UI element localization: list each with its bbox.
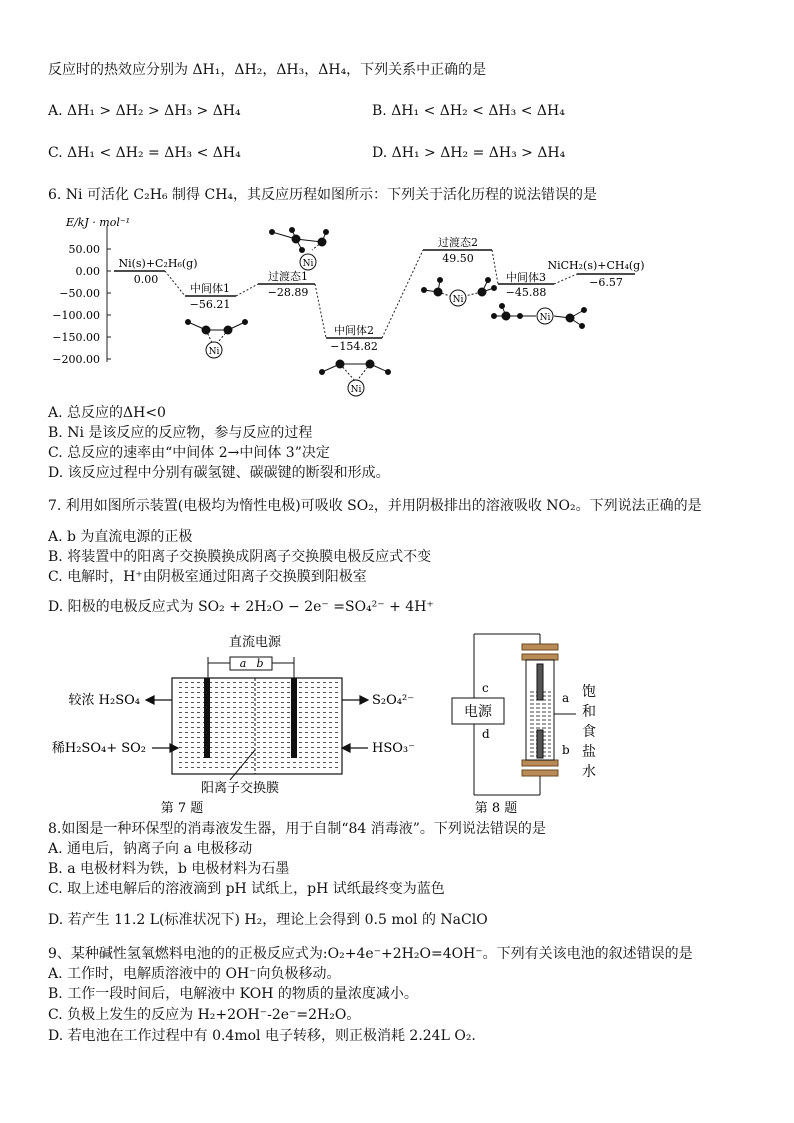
energy-profile-diagram [40, 212, 680, 402]
electrode-a [537, 664, 543, 700]
molecule-intermediate-2 [320, 360, 391, 396]
q9-stem: 9、某种碱性氢氧燃料电池的的正极反应式为:O₂+4e⁻+2H₂O=4OH⁻。下列有关该电池的叙述错误的是 [48, 946, 693, 962]
right-inlet-label: HSO₃⁻ [372, 741, 415, 756]
y-tick-label: −200.00 [52, 353, 100, 366]
q5-option-d: D. ΔH₁ > ΔH₂ = ΔH₃ > ΔH₄ [372, 145, 566, 161]
power-supply-label: 电源 [464, 704, 492, 720]
q8-option-b: B. a 电极材料为铁，b 电极材料为石墨 [48, 861, 290, 877]
q9-option-b: B. 工作一段时间后，电解液中 KOH 的物质的量浓度减小。 [48, 986, 418, 1002]
membrane-label: 阳离子交换膜 [200, 781, 280, 796]
electrode-a-label: a [562, 691, 570, 705]
electrode-b [537, 730, 543, 758]
figure-7-electrolysis-cell [40, 630, 420, 820]
energy-axis-label: E/kJ · mol⁻¹ [66, 216, 131, 229]
q8-option-a: A. 通电后，钠离子向 a 电极移动 [48, 841, 253, 857]
terminal-b-label: b [256, 657, 264, 670]
svg-text:Ni: Ni [350, 385, 362, 395]
state-name: NiCH₂(s)+CH₄(g) [547, 259, 645, 272]
power-source [230, 657, 272, 670]
figure-7-caption: 第 7 题 [160, 801, 204, 816]
electrode-b-label: b [562, 743, 570, 757]
q6-stem: 6. Ni 可活化 C₂H₆ 制得 CH₄，其反应历程如图所示：下列关于活化历程的说法错误的是 [48, 187, 598, 203]
q5-option-b: B. ΔH₁ < ΔH₂ < ΔH₃ < ΔH₄ [372, 103, 565, 119]
terminal-a-label: a [239, 657, 247, 670]
right-outlet-label: S₂O₄²⁻ [372, 693, 415, 708]
q9-option-a: A. 工作时，电解质溶液中的 OH⁻向负极移动。 [48, 966, 341, 982]
q9-option-c: C. 负极上发生的反应为 H₂+2OH⁻-2e⁻=2H₂O。 [48, 1007, 361, 1023]
electrode-left [204, 678, 210, 758]
q5-option-a: A. ΔH₁ > ΔH₂ > ΔH₃ > ΔH₄ [48, 103, 241, 119]
q5-option-c: C. ΔH₁ < ΔH₂ = ΔH₃ < ΔH₄ [48, 145, 241, 161]
molecule-intermediate-1 [186, 320, 248, 359]
solution-label-char: 水 [582, 764, 596, 780]
state-value: 49.50 [442, 252, 474, 265]
state-value: −6.57 [589, 276, 623, 289]
solution-label-char: 饱 [582, 684, 596, 700]
power-source-label: 直流电源 [228, 635, 282, 650]
state-value: −28.89 [267, 286, 309, 299]
q7-option-a: A. b 为直流电源的正极 [48, 529, 193, 545]
y-tick-label: 50.00 [68, 243, 100, 256]
q7-option-b: B. 将装置中的阳离子交换膜换成阴离子交换膜电极反应式不变 [48, 549, 432, 565]
state-name: 中间体1 [190, 282, 230, 295]
q9-option-d: D. 若电池在工作过程中有 0.4mol 电子转移，则正极消耗 2.24L O₂. [48, 1028, 476, 1044]
q8-stem: 8.如图是一种环保型的消毒液发生器，用于自制“84 消毒液”。下列说法错误的是 [48, 821, 546, 837]
state-value: −45.88 [505, 286, 547, 299]
q6-option-a: A. 总反应的ΔH<0 [48, 405, 166, 421]
solution-label-char: 食 [582, 724, 596, 740]
y-tick-label: −50.00 [59, 287, 100, 300]
electrode-right [291, 678, 297, 758]
svg-text:Ni: Ni [208, 347, 220, 357]
q6-option-d: D. 该反应过程中分别有碳氢键、碳碳键的断裂和形成。 [48, 465, 390, 481]
state-name: 中间体2 [334, 324, 374, 337]
q7-option-d: D. 阳极的电极反应式为 SO₂ + 2H₂O − 2e⁻ =SO₄²⁻ + 4H⁺ [48, 599, 434, 615]
svg-text:Ni: Ni [302, 259, 314, 269]
q5-stem: 反应时的热效应分别为 ΔH₁，ΔH₂，ΔH₃，ΔH₄，下列关系中正确的是 [48, 62, 487, 78]
molecule-intermediate-3 [492, 304, 587, 329]
q8-option-d: D. 若产生 11.2 L(标准状况下) H₂，理论上会得到 0.5 mol 的 NaClO [48, 912, 488, 928]
svg-text:Ni: Ni [539, 313, 551, 323]
q6-option-b: B. Ni 是该反应的反应物，参与反应的过程 [48, 425, 313, 441]
state-value: −56.21 [189, 298, 231, 311]
svg-text:Ni: Ni [452, 295, 464, 305]
y-tick-label: −100.00 [52, 309, 100, 322]
q7-option-c: C. 电解时，H⁺由阴极室通过阳离子交换膜到阳极室 [48, 569, 367, 585]
left-outlet-label: 较浓 H₂SO₄ [68, 693, 140, 708]
terminal-c-label: c [482, 681, 489, 695]
molecule-transition-1 [270, 228, 329, 271]
q7-stem: 7. 利用如图所示装置(电极均为惰性电极)可吸收 SO₂，并用阴极排出的溶液吸收 NO₂。下列说法正确的是 [48, 498, 702, 514]
y-tick-label: −150.00 [52, 331, 100, 344]
left-inlet-label: 稀H₂SO₄+ SO₂ [51, 741, 146, 756]
figure-8-disinfectant-generator [440, 630, 640, 820]
molecule-transition-2 [422, 278, 497, 307]
figure-8-caption: 第 8 题 [474, 801, 518, 816]
state-name: 中间体3 [506, 271, 546, 284]
solution-label-char: 和 [582, 704, 596, 720]
y-tick-label: 0.00 [75, 265, 100, 278]
state-value: 0.00 [133, 273, 159, 286]
solution-label-char: 盐 [582, 744, 596, 760]
q6-option-c: C. 总反应的速率由“中间体 2→中间体 3”决定 [48, 445, 330, 461]
state-name: 过渡态1 [268, 270, 308, 283]
state-value: −154.82 [330, 340, 378, 353]
state-name: Ni(s)+C₂H₆(g) [118, 257, 198, 270]
terminal-d-label: d [482, 727, 490, 741]
state-name: 过渡态2 [438, 236, 478, 249]
q8-option-c: C. 取上述电解后的溶液滴到 pH 试纸上，pH 试纸最终变为蓝色 [48, 881, 445, 897]
